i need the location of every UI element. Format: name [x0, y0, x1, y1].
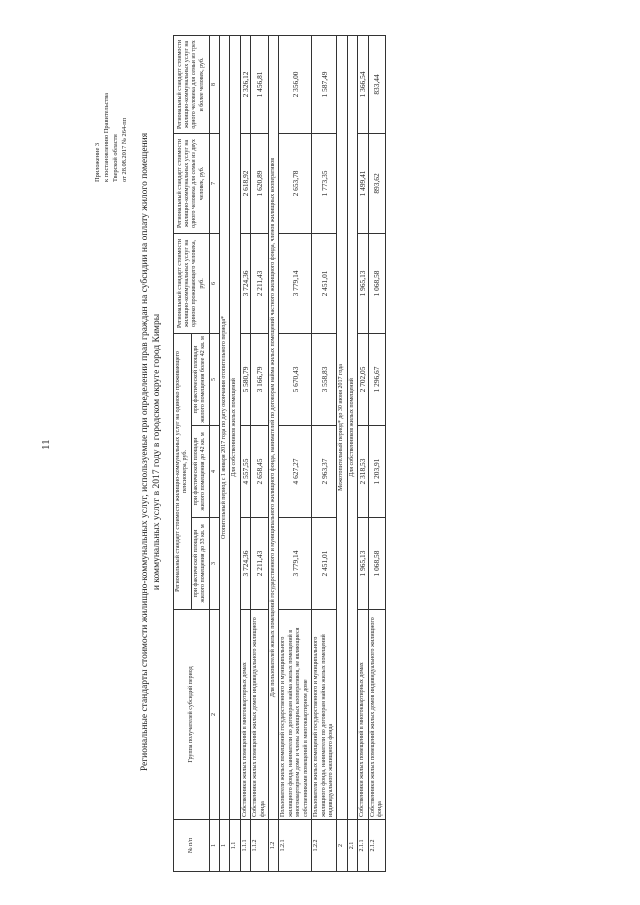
value-cell: 3 779,14 [279, 518, 312, 610]
value-cell: 2 658,45 [251, 426, 269, 518]
row-number: 2 [337, 820, 347, 872]
standards-table [173, 35, 386, 872]
section-row [269, 35, 279, 871]
value-cell: 1 965,13 [358, 518, 368, 610]
value-cell: 2 653,78 [279, 133, 312, 233]
group-cell: Пользователи жилых помещений государственного и муниципального жилищного фонда, наниматели по договорам найма жилых помещений индивидуального жилищного фонда [312, 610, 337, 820]
value-cell: 1 587,49 [312, 35, 337, 133]
row-number: 2.1 [347, 820, 357, 872]
value-cell: 1 965,13 [358, 233, 368, 333]
section-title: Для собственников жилых помещений [347, 35, 357, 819]
value-cell: 1 620,89 [251, 133, 269, 233]
value-cell: 1 366,54 [358, 35, 368, 133]
value-cell: 1 296,67 [368, 333, 386, 425]
row-number: 2.1.2 [368, 820, 386, 872]
column-number: 5 [209, 333, 219, 425]
value-cell: 2 211,43 [251, 518, 269, 610]
value-cell: 2 318,53 [358, 426, 368, 518]
value-cell: 833,44 [368, 35, 386, 133]
section-row [337, 35, 347, 871]
appendix-line: к постановлению Правительства [103, 92, 110, 182]
table-row [358, 35, 368, 871]
appendix-line: Приложение 3 [94, 142, 101, 182]
section-title: Для собственников жилых помещений [230, 35, 240, 819]
table-row [240, 35, 250, 871]
header-std-two: Региональный стандарт стоимости жилищно-коммунальных услуг на одного человека для семьи из двух человек, руб. [174, 133, 210, 233]
value-cell: 1 456,81 [251, 35, 269, 133]
value-cell: 2 356,00 [279, 35, 312, 133]
row-number: 1.2 [269, 820, 279, 872]
value-cell: 2 451,01 [312, 233, 337, 333]
value-cell: 1 068,58 [368, 518, 386, 610]
column-number: 3 [209, 518, 219, 610]
column-number: 7 [209, 133, 219, 233]
appendix-line: Тверской области [112, 134, 119, 182]
value-cell: 1 203,91 [368, 426, 386, 518]
value-cell: 2 702,05 [358, 333, 368, 425]
table-body [220, 35, 386, 871]
row-number: 2.1.1 [358, 820, 368, 872]
section-row [347, 35, 357, 871]
subheader-42: при фактической площади жилого помещения более 42 кв. м [191, 333, 209, 425]
value-cell: 2 618,92 [240, 133, 250, 233]
title-line: Региональные стандарты стоимости жилищно-коммунальных услуг, используемые при определении прав граждан на субсидии на оплату жилого помещения [140, 132, 150, 772]
column-number: 1 [209, 820, 219, 872]
value-cell: 2 451,01 [312, 518, 337, 610]
value-cell: 3 779,14 [279, 233, 312, 333]
value-cell: 2 326,12 [240, 35, 250, 133]
group-cell: Пользователи жилых помещений государственного и муниципального жилищного фонда, наниматели по договорам найма жилых помещений в многоквартирном доме и члены жилищных кооперативов, не являющиеся собственниками помещений в многоквартирном доме [279, 610, 312, 820]
appendix-line: от 28.08.2017 № 264-пп [121, 117, 128, 182]
value-cell: 4 627,27 [279, 426, 312, 518]
section-row [220, 35, 230, 871]
row-number: 1.1.2 [251, 820, 269, 872]
title-line: и коммунальных услуг в 2017 году в городском округе город Кимры [152, 313, 162, 591]
document-title [139, 32, 163, 872]
value-cell: 3 166,79 [251, 333, 269, 425]
group-cell: Собственники жилых помещений жилых домов индивидуального жилищного фонда [368, 610, 386, 820]
column-number: 6 [209, 233, 219, 333]
table-row [312, 35, 337, 871]
value-cell: 1 068,58 [368, 233, 386, 333]
value-cell: 3 724,36 [240, 233, 250, 333]
group-cell: Собственники жилых помещений жилых домов индивидуального жилищного фонда [251, 610, 269, 820]
row-number: 1.2.2 [312, 820, 337, 872]
appendix-note [93, 32, 129, 182]
column-number: 4 [209, 426, 219, 518]
row-number: 1.2.1 [279, 820, 312, 872]
value-cell: 5 580,79 [240, 333, 250, 425]
table-row [251, 35, 269, 871]
group-cell: Собственники жилых помещений в многоквартирных домах [240, 610, 250, 820]
page-number: 11 [40, 439, 52, 450]
section-row [230, 35, 240, 871]
rotated-page-content [89, 32, 640, 872]
value-cell: 3 558,83 [312, 333, 337, 425]
subheader-33: при фактической площади жилого помещения до 33 кв. м [191, 518, 209, 610]
column-number-row [209, 35, 219, 871]
value-cell: 5 670,43 [279, 333, 312, 425]
header-std-three: Региональный стандарт стоимости жилищно-коммунальных услуг на одного человека для семьи из трех и более человек, руб. [174, 35, 210, 133]
header-std-single: Региональный стандарт стоимости жилищно-коммунальных услуг на одиноко проживающего человека, руб. [174, 233, 210, 333]
header-no: № п/п [174, 820, 210, 872]
value-cell: 2 963,37 [312, 426, 337, 518]
value-cell: 893,62 [368, 133, 386, 233]
header-group: Группа получателей субсидий период [174, 610, 210, 820]
value-cell: 1 773,35 [312, 133, 337, 233]
value-cell: 1 499,41 [358, 133, 368, 233]
row-number: 1 [220, 820, 230, 872]
header-std-main: Региональный стандарт стоимости жилищно-коммунальных услуг на одиноко проживающего пенсионера, руб. [174, 333, 192, 609]
section-title: Отопительный период с 1 января 2017 года по дату окончания отопительного периода* [220, 35, 230, 819]
column-number: 2 [209, 610, 219, 820]
value-cell: 4 557,55 [240, 426, 250, 518]
section-title: Межотопительный период* до 30 июня 2017 года [337, 35, 347, 819]
table-row [368, 35, 386, 871]
value-cell: 2 211,43 [251, 233, 269, 333]
row-number: 1.1.1 [240, 820, 250, 872]
section-title: Для пользователей жилых помещений государственного и муниципального жилищного фонда, нанимателей по договорам найма жилых помещений частного жилищного фонда, членов жилищных кооперативов [269, 35, 279, 819]
value-cell: 3 724,36 [240, 518, 250, 610]
row-number: 1.1 [230, 820, 240, 872]
group-cell: Собственники жилых помещений в многоквартирных домах [358, 610, 368, 820]
column-number: 8 [209, 35, 219, 133]
subheader-33-42: при фактической площади жилого помещения до 42 кв. м [191, 426, 209, 518]
table-row [279, 35, 312, 871]
